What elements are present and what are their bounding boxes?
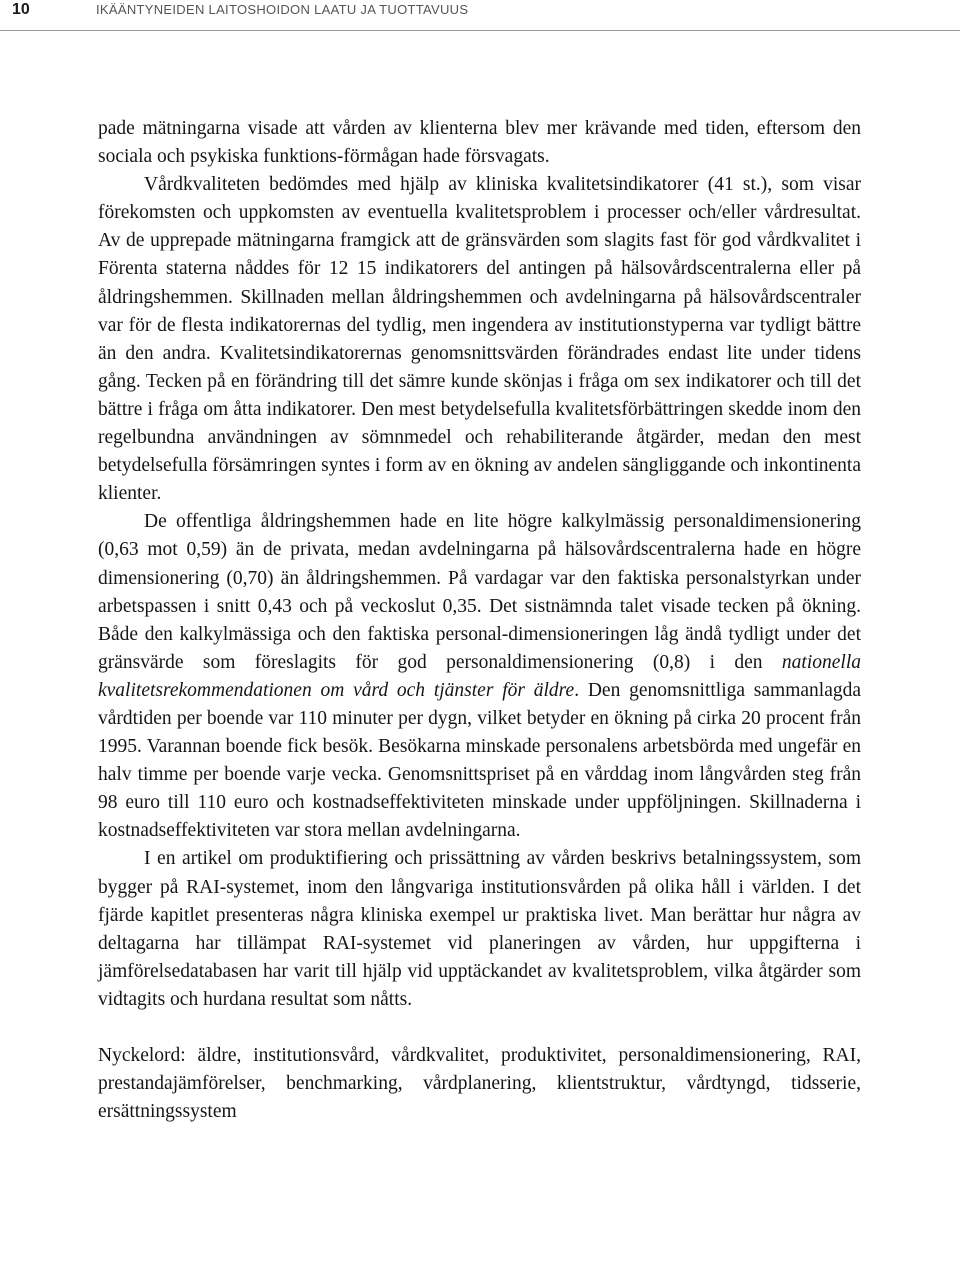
paragraph-1: pade mätningarna visade att vården av klienterna blev mer krävande med tiden, eftersom den sociala och psykiska funktions-förmågan hade försvagats. — [98, 118, 861, 168]
paragraph-3-part-1: De offentliga åldringshemmen hade en lite högre kalkylmässig personaldimensionering (0,63 mot 0,59) än de privata, medan avdelningarna på hälsovårdscentralerna hade en högre dimensionering (0,70) än åldringshemmen. På vardagar var den faktiska personalstyrkan under arbetspassen i snitt 0,43 och på veckoslut 0,35. Det sistnämnda talet visade tecken på ökning. Både den kalkylmässiga och den faktiska personal-dimensioneringen låg ändå tydligt under det gränsvärde som föreslagits för god personaldimensionering (0,8) i den — [98, 511, 861, 673]
page-header — [0, 0, 960, 30]
page-number: 10 — [12, 1, 30, 18]
paragraph-3-part-2: . Den genomsnittliga sammanlagda vårdtiden per boende var 110 minuter per dygn, vilket betyder en ökning på cirka 20 procent från 1995. Varannan boende fick besök. Besökarna minskade personalens arbetsbörda med ungefär en halv timme per boende varje vecka. Genomsnittspriset på en vårddag inom långvården steg från 98 euro till 110 euro och kostnadseffektiviteten minskade under uppföljningen. Skillnaderna i kostnadseffektiviteten var stora mellan avdelningarna. — [98, 679, 862, 842]
keywords: Nyckelord: äldre, institutionsvård, vårdkvalitet, produktivitet, personaldimensionering, RAI, prestandajämförelser, benchmarking, vårdplanering, klientstruktur, vårdtyngd, tidsserie, ersättningssystem — [98, 1045, 861, 1123]
header-rule — [0, 30, 960, 31]
paragraph-3-italic-title: nationella kvalitetsrekommendationen om vård och tjänster för äldre — [98, 651, 861, 701]
body-text — [98, 115, 861, 1126]
paragraph-2: Vårdkvaliteten bedömdes med hjälp av kliniska kvalitetsindikatorer (41 st.), som visar förekomsten och uppkomsten av eventuella kvalitetsproblem i processer och/eller vårdresultat. Av de upprepade mätningarna framgick att de gränsvärden som slagits fast för god vårdkvalitet i Förenta staterna nåddes för 12 15 indikatorers del antingen på hälsovårdscentralerna eller på åldringshemmen. Skillnaden mellan åldringshemmen och avdelningarna på hälsovårdscentraler var för de flesta indikatorernas del tydlig, men ingendera av institutionstyperna var tydligt bättre än den andra. Kvalitetsindikatorernas genomsnittsvärden förändrades endast lite under tidens gång. Tecken på en förändring till det sämre kunde skönjas i fråga om sex indikatorer och till det bättre i fråga om åtta indikatorer. Den mest betydelsefulla kvalitetsförbättringen skedde inom den regelbundna användningen av sömnmedel och rehabiliterande åtgärder, medan den mest betydelsefulla försämringen syntes i form av en ökning av andelen sängliggande och inkontinenta klienter. — [98, 174, 861, 505]
paragraph-4: I en artikel om produktifiering och prissättning av vården beskrivs betalningssystem, som bygger på RAI-systemet, inom den långvariga institutionsvården på olika håll i världen. I det fjärde kapitlet presenteras några kliniska exempel ur praktiska livet. Man berättar hur några av deltagarna har tillämpat RAI-systemet vid planeringen av vården, hur uppgifterna i jämförelsedatabasen har varit till hjälp vid upptäckandet av kvalitetsproblem, vilka åtgärder som vidtagits och hurdana resultat som nåtts. — [98, 848, 861, 1010]
paragraph-3 — [98, 508, 861, 845]
paragraph-spacer — [98, 1014, 861, 1042]
running-head: IKÄÄNTYNEIDEN LAITOSHOIDON LAATU JA TUOTTAVUUS — [96, 2, 469, 17]
